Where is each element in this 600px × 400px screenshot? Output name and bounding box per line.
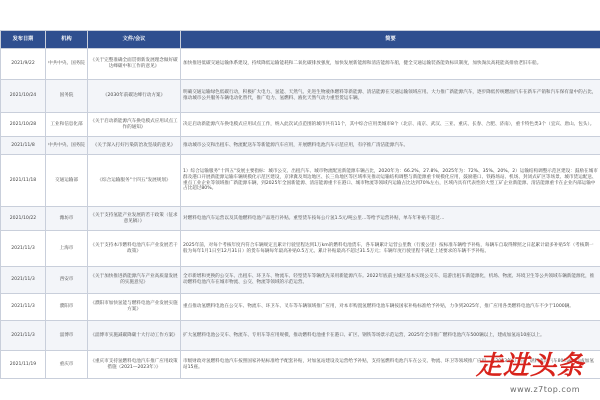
cell-date: 2021/10/28 [1,113,46,137]
cell-org: 中共中央、国务院 [46,137,88,155]
cell-summary: 2025年前，对每个考核年度内符合车辆规定且累计行驶里程达到1万km的燃料电池货车，各车辆累计运营公里数（行驶公里）按标准车辆给予补贴，每辆车自取得牌照之日起累计最多补贴5年（考核期一般为每年1月1日至12月31日）的货车每辆每年最高补贴0.5万元、累计补贴最高不超过31.5万元；车辆年度行驶里程不满足上述要求的车辆不予补贴。 [181,231,600,267]
cell-doc: 《综合运输服务"十四五"发展规划》 [88,155,181,207]
cell-summary: 市级财政对氢燃料电池汽车按照国家补贴标准给予配套补贴，对加氢站建设及运营给予补贴，支持氢燃料电池汽车在公交、物流、环卫等领域推广应用，到2023年力争推广燃料电池汽车800辆，建成加氢站15座。 [181,351,600,379]
cell-doc: 《关于启动新能源汽车换电模式应用试点工作的通知》 [88,113,181,137]
table-header-row [1,31,600,49]
cell-summary: 扩大氢燃料电池公交车、物流车、专用车等应用规模，推动燃料电池重卡在港口、矿区、钢铁等场景示范运营，2025年全市推广燃料电池汽车500辆以上，建成加氢站10座以上。 [181,321,600,351]
table-row [1,80,600,113]
cell-date: 2021/11/8 [1,137,46,155]
watermark-url: www.z7top.com [510,385,580,394]
cell-summary: 推动城市公交和出租车、物流配送车等新能源汽车应用，开展燃料电池汽车示范应用，有序推广清洁能源汽车。 [181,137,600,155]
cell-org: 濮阳市 [46,294,88,321]
cell-date: 2021/10/22 [1,207,46,231]
header-summary: 简要 [181,31,600,49]
cell-date: 2021/11/3 [1,267,46,294]
cell-doc: 《关于深入打好污染防治攻坚战的意见》 [88,137,181,155]
cell-date: 2021/11/19 [1,351,46,379]
cell-org: 上海市 [46,231,88,267]
table-row [1,267,600,294]
cell-summary: 对燃料电池汽车运营以及其他燃料电池产品进行补贴。重型货车按每公斤氢1.5元/吨公里…等给予运营补贴，单车年补贴不超过… [181,207,600,231]
table-row [1,294,600,321]
watermark-logo: 走进头条 [475,351,584,381]
cell-org: 国务院 [46,80,88,113]
table-row [1,137,600,155]
cell-doc: 《关于完整准确全面贯彻新发展理念做好碳达峰碳中和工作的意见》 [88,49,181,80]
cell-summary: 明确交通运输绿色低碳行动，积极扩大电力、氢能、天然气、先进生物液体燃料等新能源、清洁能源在交通运输领域应用。大力推广新能源汽车，逐步降低传统燃油汽车在新车产销和汽车保有量中的占比，推动城市公共服务车辆电动化替代，推广电力、氢燃料、液化天然气动力重型货运车辆。 [181,80,600,113]
header-doc: 文件/会议 [88,31,181,49]
cell-doc: 《关于支持本市燃料电池汽车产业发展若干政策》 [88,231,181,267]
table-row [1,231,600,267]
cell-summary: 决定启动新能源汽车换电模式应用试点工作，纳入此次试点范围的城市共有11个，其中综合应用类城市8个（北京、南京、武汉、三亚、重庆、长春、合肥、济南），重卡特色类3个（宜宾、唐山、包头）。 [181,113,600,137]
cell-doc: 《关于支持氢能产业发展的若干政策（征求意见稿）》 [88,207,181,231]
table-row [1,155,600,207]
cell-doc: 《濮阳市加快氢能与燃料电池产业发展实施方案》 [88,294,181,321]
cell-org: 淄博市 [46,321,88,351]
cell-doc: 《重庆市支持氢燃料电池汽车推广应用政策措施（2021—2023年）》 [88,351,181,379]
table-row [1,113,600,137]
cell-date: 2021/10/24 [1,80,46,113]
cell-summary: 加快推进低碳交通运输体系建设，持续降低运输能耗和二氧化碳排放强度，加快发展新能源和清洁能源车船，健全交通运输装备能效标识制度，加快淘汰高耗能高排放老旧车船。 [181,49,600,80]
table-row [1,207,600,231]
cell-doc: 《2030年前碳达峰行动方案》 [88,80,181,113]
table-row [1,49,600,80]
cell-date: 2021/11/3 [1,321,46,351]
cell-summary: 重点推动氢燃料电池在公交车、物流车、环卫车、叉车等车辆领域推广应用，对本市购置氢燃料电池车辆按国家补贴标准给予补贴，力争到2025年，推广应用各类燃料电池汽车不少于1000辆。 [181,294,600,321]
policy-table [0,30,600,379]
header-date: 发布日期 [1,31,46,49]
cell-org: 中共中央、国务院 [46,49,88,80]
cell-org: 重庆市 [46,351,88,379]
cell-summary: 全市新增和更换的公交车、出租车、环卫车、物流车、轻型货车等辆优先采用新能源汽车。2022年底前主城区基本实现公交车、巡游出租车新能源化，机场、物流、环境卫生等公共领域车辆新能源化，推动燃料电池汽车在城市物流、公交、物流等领域的示范运营。 [181,267,600,294]
cell-org: 潍坊市 [46,207,88,231]
cell-date: 2021/11/3 [1,294,46,321]
cell-doc: 《淄博市实施减碳降碳十大行动工作方案》 [88,321,181,351]
cell-date: 2021/11/18 [1,155,46,207]
cell-org: 工业和信息化部 [46,113,88,137]
cell-summary: 1）综合运输服务"十四五"发展主要指标：城市公交、出租汽车、城市物流配送新能源车辆占比，2020年为：66.2%、27.8%、2025年为：72%、35%、20%。2）运输结构调整示范区建设：鼓励在城市群及港口开展新能源运输车辆规模化示范区建设，京津冀及周边地区、长三角地区等区域率先推动运输结构调整与新能源重卡规模化应用，鼓励港口、铁路场站、机场、封闭式矿区等场景、城市货运配送、重点工业企业等领域推广新能源车辆，到2025年全国新能源、清洁能源重卡在港口、城市物流等领域内运输占比达到70%左右，区域内具有代表性的大型工矿企业新能源、清洁能源重卡在企业内部运输中占比超过80%。 [181,155,600,207]
cell-doc: 《关于加快推进新能源汽车产业高质量发展的实施意见》 [88,267,181,294]
cell-date: 2021/9/22 [1,49,46,80]
cell-org: 交通运输部 [46,155,88,207]
cell-date: 2021/11/3 [1,231,46,267]
header-org: 机构 [46,31,88,49]
cell-org: 西安市 [46,267,88,294]
